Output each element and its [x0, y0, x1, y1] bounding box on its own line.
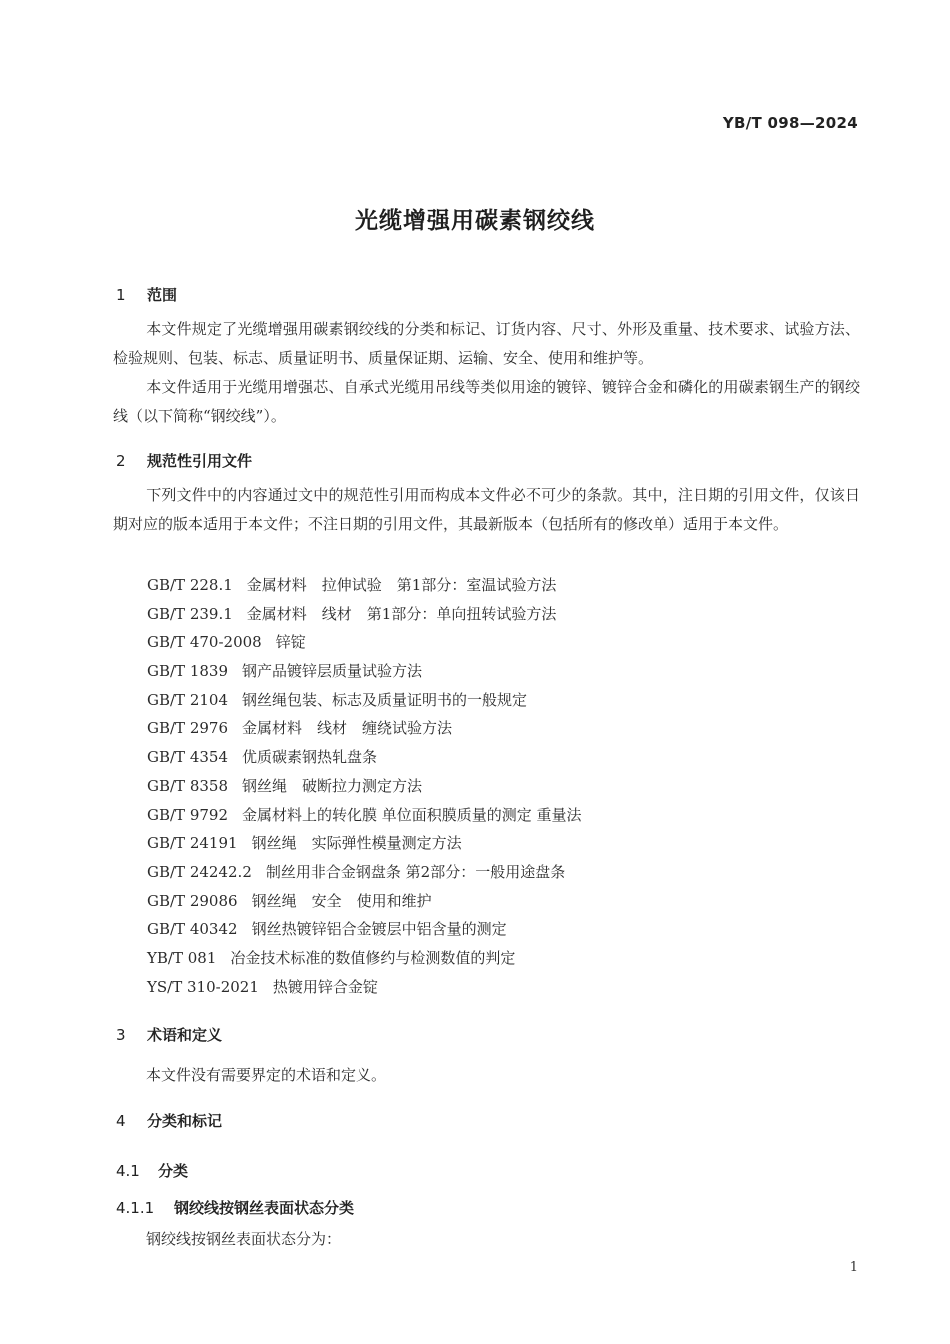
- section-number: 2: [116, 452, 126, 470]
- reference-item: [147, 686, 582, 715]
- reference-item: [147, 973, 582, 1002]
- reference-name: 钢丝绳包装、标志及质量证明书的一般规定: [242, 690, 528, 709]
- reference-name: 冶金技术标准的数值修约与检测数值的判定: [230, 948, 516, 967]
- normative-refs-intro: 下列文件中的内容通过文中的规范性引用而构成本文件必不可少的条款。其中，注日期的引用文件，仅该日期对应的版本适用于本文件；不注日期的引用文件，其最新版本（包括所有的修改单）适用于本文件。: [113, 486, 860, 533]
- reference-code: GB/T 2104: [147, 690, 229, 709]
- section-heading-normative-refs: [116, 450, 252, 471]
- terms-paragraph: 本文件没有需要界定的术语和定义。: [146, 1066, 387, 1084]
- section-title: 范围: [147, 286, 178, 304]
- reference-name: 钢丝绳 实际弹性模量测定方法: [251, 834, 462, 853]
- section-title: 规范性引用文件: [147, 452, 253, 470]
- reference-item: [147, 600, 582, 629]
- reference-code: GB/T 2976: [147, 719, 229, 738]
- reference-item: [147, 829, 582, 858]
- reference-code: GB/T 470-2008: [147, 633, 262, 652]
- section-number: 1: [116, 286, 126, 304]
- section-title: 分类和标记: [147, 1112, 223, 1130]
- reference-code: GB/T 228.1: [147, 576, 233, 594]
- reference-name: 金属材料 拉伸试验 第1部分：室温试验方法: [246, 576, 557, 594]
- subsection-title: 分类: [158, 1162, 189, 1180]
- subsection-heading-4-1-1: [116, 1197, 354, 1218]
- reference-item: [147, 743, 582, 772]
- scope-paragraph-2: 本文件适用于光缆用增强芯、自承式光缆用吊线等类似用途的镀锌、镀锌合金和磷化的用碳素钢生产的钢绞线（以下简称“钢绞线”）。: [113, 378, 860, 425]
- reference-name: 金属材料 线材 第1部分：单向扭转试验方法: [246, 604, 557, 623]
- reference-name: 钢产品镀锌层质量试验方法: [242, 662, 423, 681]
- reference-name: 钢丝绳 破断拉力测定方法: [242, 776, 423, 795]
- reference-code: YS/T 310-2021: [147, 977, 259, 996]
- reference-item: [147, 772, 582, 801]
- reference-item: [147, 944, 582, 973]
- section-title: 术语和定义: [147, 1026, 223, 1044]
- reference-item: [147, 801, 582, 830]
- document-title: 光缆增强用碳素钢绞线: [355, 208, 595, 234]
- subsection-4-1-1-paragraph: 钢绞线按钢丝表面状态分为：: [146, 1230, 342, 1248]
- subsection-heading-4-1: [116, 1160, 188, 1181]
- reference-name: 制丝用非合金钢盘条 第2部分：一般用途盘条: [265, 862, 566, 881]
- reference-name: 优质碳素钢热轧盘条: [242, 748, 378, 767]
- section-heading-classification: [116, 1110, 222, 1131]
- section-heading-terms: [116, 1024, 222, 1045]
- standard-code: YB/T 098—2024: [722, 114, 858, 132]
- scope-paragraph-1: 本文件规定了光缆增强用碳素钢绞线的分类和标记、订货内容、尺寸、外形及重量、技术要求、试验方法、检验规则、包装、标志、质量证明书、质量保证期、运输、安全、使用和维护等。: [113, 320, 860, 367]
- reference-code: GB/T 1839: [147, 662, 229, 681]
- reference-code: GB/T 29086: [147, 891, 238, 910]
- reference-item: [147, 915, 582, 944]
- reference-name: 金属材料上的转化膜 单位面积膜质量的测定 重量法: [242, 805, 582, 824]
- subsection-number: 4.1.1: [116, 1199, 155, 1217]
- reference-list: [147, 571, 582, 1001]
- reference-item: [147, 571, 582, 600]
- reference-name: 钢丝绳 安全 使用和维护: [251, 891, 432, 910]
- reference-item: [147, 628, 582, 657]
- subsection-number: 4.1: [116, 1162, 140, 1180]
- section-heading-scope: [116, 284, 177, 305]
- page-number: 1: [849, 1260, 858, 1275]
- reference-code: GB/T 40342: [147, 920, 238, 939]
- section-number: 4: [116, 1112, 126, 1130]
- reference-code: GB/T 4354: [147, 748, 229, 767]
- reference-name: 钢丝热镀锌铝合金镀层中铝含量的测定: [251, 920, 507, 939]
- reference-item: [147, 657, 582, 686]
- reference-name: 金属材料 线材 缠绕试验方法: [242, 719, 453, 738]
- reference-code: GB/T 239.1: [147, 604, 233, 623]
- reference-item: [147, 714, 582, 743]
- subsection-title: 钢绞线按钢丝表面状态分类: [174, 1199, 355, 1217]
- reference-code: GB/T 8358: [147, 776, 229, 795]
- reference-code: GB/T 24191: [147, 834, 238, 853]
- reference-item: [147, 858, 582, 887]
- reference-name: 热镀用锌合金锭: [272, 977, 378, 996]
- reference-code: GB/T 9792: [147, 805, 229, 824]
- section-number: 3: [116, 1026, 126, 1044]
- reference-item: [147, 887, 582, 916]
- reference-name: 锌锭: [275, 633, 306, 652]
- reference-code: GB/T 24242.2: [147, 862, 252, 881]
- reference-code: YB/T 081: [147, 948, 217, 967]
